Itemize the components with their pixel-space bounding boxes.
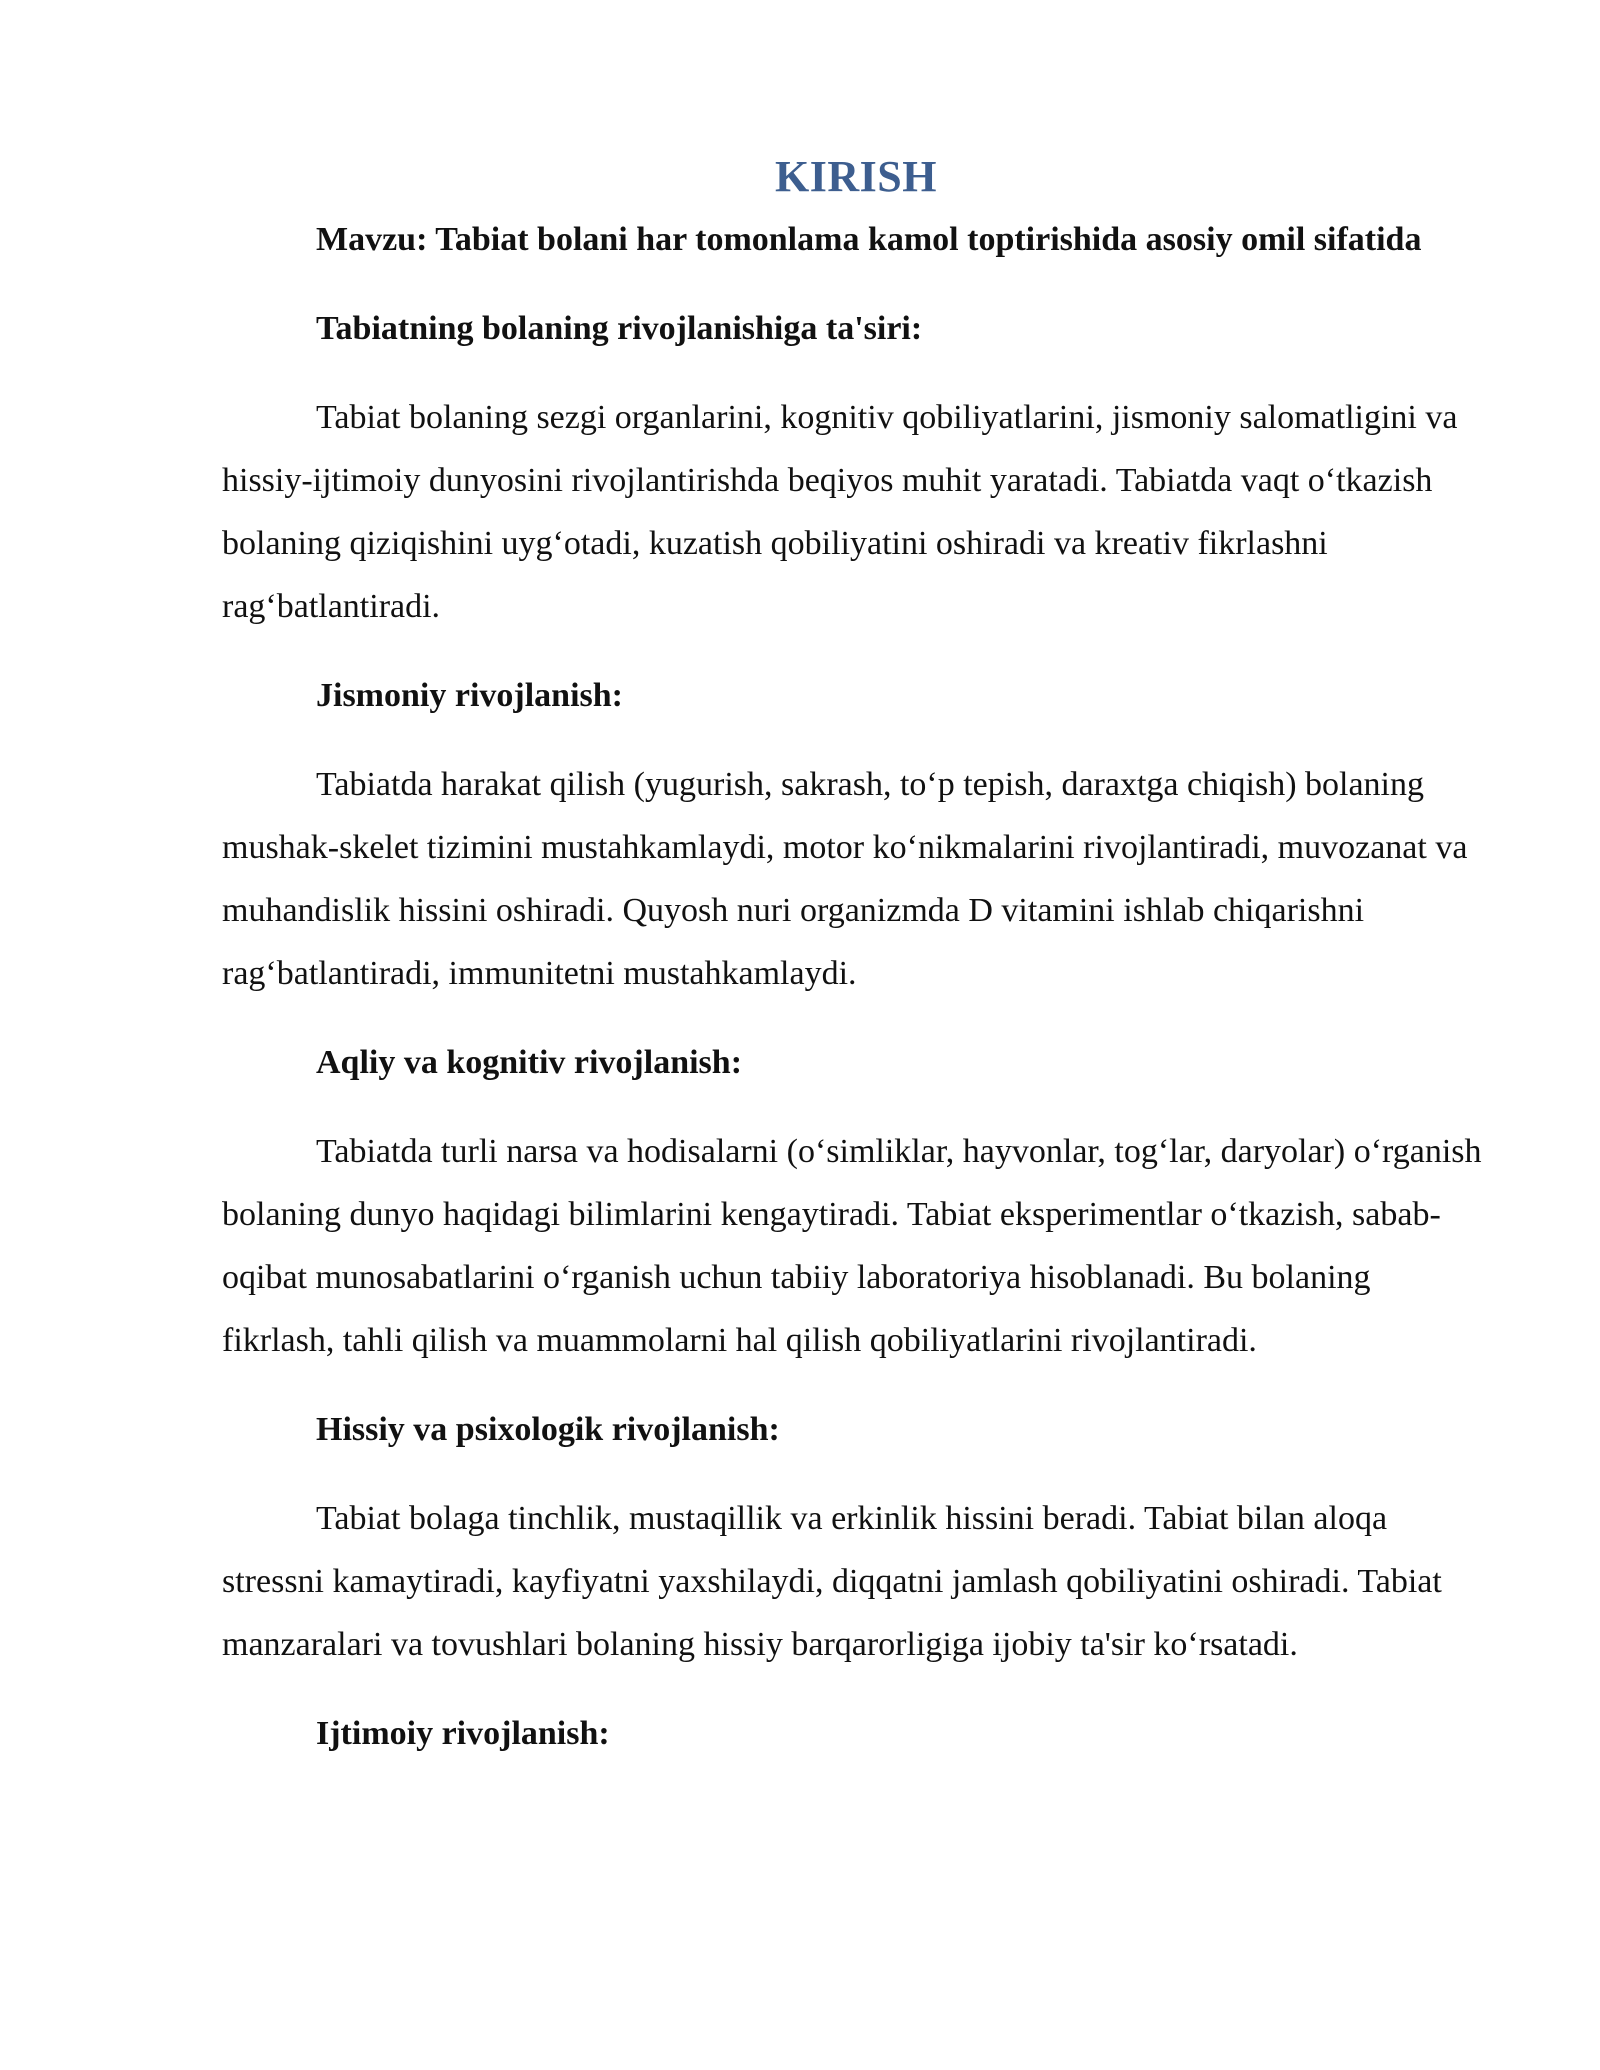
section-influence [222, 297, 1490, 638]
section-paragraph: Tabiatda harakat qilish (yugurish, sakrash, to‘p tepish, daraxtga chiqish) bolaning mushak-skelet tizimini mustahkamlaydi, motor ko‘nikmalarini rivojlantiradi, muvozanat va muhandislik hissini oshiradi. Quyosh nuri organizmda D vitamini ishlab chiqarishni rag‘batlantiradi, immunitetni mustahkamlaydi. [222, 766, 1468, 992]
section-cognitive [222, 1031, 1490, 1372]
document-topic: Mavzu: Tabiat bolani har tomonlama kamol toptirishida asosiy omil sifatida [316, 221, 1422, 258]
section-paragraph: Tabiat bolaga tinchlik, mustaqillik va erkinlik hissini beradi. Tabiat bilan aloqa stressni kamaytiradi, kayfiyatni yaxshilaydi, diqqatni jamlash qobiliyatini oshiradi. Tabiat manzaralari va tovushlari bolaning hissiy barqarorligiga ijobiy ta'sir ko‘rsatadi. [222, 1500, 1442, 1663]
section-social [222, 1702, 1490, 1765]
section-paragraph: Tabiat bolaning sezgi organlarini, kognitiv qobiliyatlarini, jismoniy salomatligini va hissiy-ijtimoiy dunyosini rivojlantirishda beqiyos muhit yaratadi. Tabiatda vaqt o‘tkazish bolaning qiziqishini uyg‘otadi, kuzatish qobiliyatini oshiradi va kreativ fikrlashni rag‘batlantiradi. [222, 399, 1458, 625]
section-physical [222, 664, 1490, 1005]
section-heading: Tabiatning bolaning rivojlanishiga ta'siri: [316, 310, 923, 347]
document-page [222, 148, 1490, 1791]
section-heading: Hissiy va psixologik rivojlanish: [316, 1411, 780, 1448]
section-heading: Aqliy va kognitiv rivojlanish: [316, 1044, 743, 1081]
section-heading: Ijtimoiy rivojlanish: [316, 1715, 610, 1752]
section-emotional [222, 1398, 1490, 1676]
document-title: KIRISH [775, 152, 937, 201]
section-heading: Jismoniy rivojlanish: [316, 677, 623, 714]
section-paragraph: Tabiatda turli narsa va hodisalarni (o‘simliklar, hayvonlar, tog‘lar, daryolar) o‘rganish bolaning dunyo haqidagi bilimlarini kengaytiradi. Tabiat eksperimentlar o‘tkazish, sabab-oqibat munosabatlarini o‘rganish uchun tabiiy laboratoriya hisoblanadi. Bu bolaning fikrlash, tahli qilish va muammolarni hal qilish qobiliyatlarini rivojlantiradi. [222, 1133, 1482, 1359]
